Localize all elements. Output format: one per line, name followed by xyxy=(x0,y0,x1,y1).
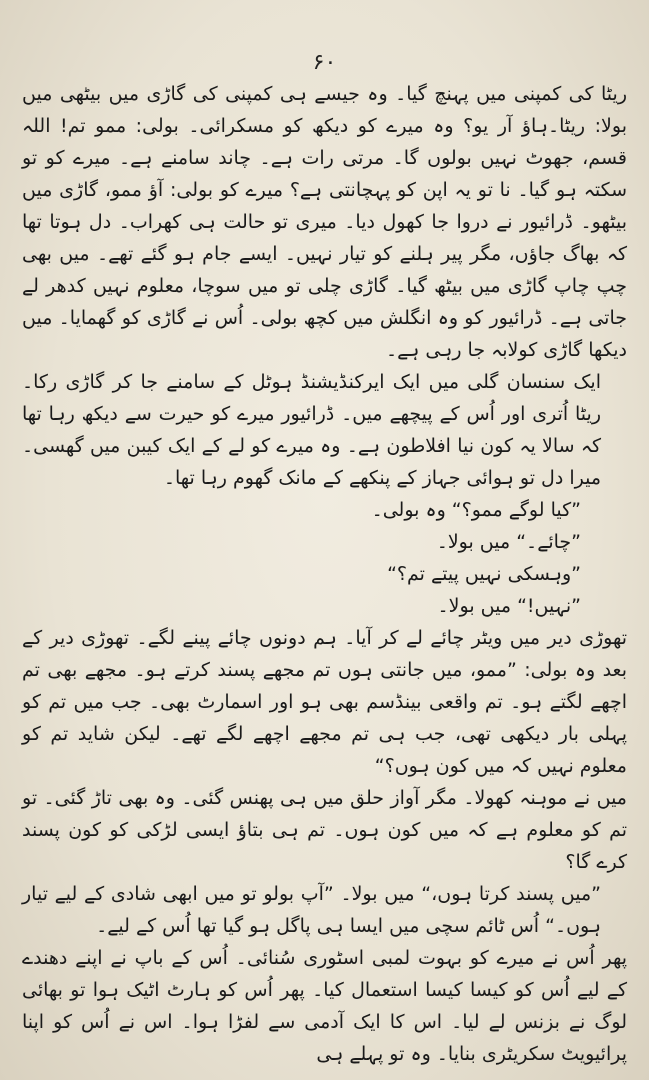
paragraph: میں نے موہنہ کھولا۔ مگر آواز حلق میں ہی پھنس گئی۔ وہ بھی تاڑ گئی۔ تو تم کو معلوم ہے کہ میں کون ہوں۔ تم ہی بتاؤ ایسی لڑکی کو کون پسند کرے گا؟ xyxy=(22,787,627,873)
paragraph: ایک سنسان گلی میں ایک ایرکنڈیشنڈ ہوٹل کے سامنے جا کر گاڑی رکا۔ ریٹا اُتری اور اُس کے پیچھے میں۔ ڈرائیور میرے کو حیرت سے دیکھ رہا تھا کہ سالا یہ کون نیا افلاطون ہے۔ وہ میرے کو لے کے ایک کیبن میں گھسی۔ میرا دل تو ہوائی جہاز کے پنکھے کے مانک گھوم رہا تھا۔ xyxy=(22,371,601,489)
page-number: ۶۰ xyxy=(312,50,337,75)
page-text xyxy=(22,78,627,1070)
paragraph: ”میں پسند کرتا ہوں،“ میں بولا۔ ”آپ بولو تو میں ابھی شادی کے لیے تیار ہوں۔“ اُس ٹائم سچی میں ایسا ہی پاگل ہو گیا تھا اُس کے لیے۔ xyxy=(22,883,601,937)
dialogue-line: ”کیا لوگے ممو؟“ وہ بولی۔ xyxy=(371,499,581,521)
paragraph: تھوڑی دیر میں ویٹر چائے لے کر آیا۔ ہم دونوں چائے پینے لگے۔ تھوڑی دیر کے بعد وہ بولی: ”ممو، میں جانتی ہوں تم مجھے پسند کرتے ہو۔ مجھے بھی تم اچھے لگتے ہو۔ تم واقعی بینڈسم بھی ہو اور اسمارٹ بھی۔ جب میں تم کو پہلی بار دیکھی تھی، جب ہی تم مجھے اچھے لگے تھے۔ لیکن شاید تم کو معلوم نہیں کہ میں کون ہوں؟“ xyxy=(22,627,627,777)
dialogue-line: ”چائے۔“ میں بولا۔ xyxy=(436,531,581,553)
paragraph: ریٹا کی کمپنی میں پہنچ گیا۔ وہ جیسے ہی کمپنی کی گاڑی میں بیٹھی میں بولا: ریٹا۔ہاؤ آر یو؟ وہ میرے کو دیکھ کو مسکرائی۔ بولی: ممو تم! اللہ قسم، جھوٹ نہیں بولوں گا۔ مرتی رات ہے۔ چاند سامنے ہے۔ میرے کو تو سکتہ ہو گیا۔ نا تو یہ اپن کو پہچانتی ہے؟ میرے کو بولی: آؤ ممو، گاڑی میں بیٹھو۔ ڈرائیور نے دروا جا کھول دیا۔ میری تو حالت ہی کھراب۔ دل ہوتا تھا کہ بھاگ جاؤں، مگر پیر ہلنے کو تیار نہیں۔ ایسے جام ہو گئے تھے۔ میں بھی چپ چاپ گاڑی میں بیٹھ گیا۔ گاڑی چلی تو میں سوچا، معلوم نہیں کدھر لے جاتی ہے۔ ڈرائیور کو وہ انگلش میں کچھ بولی۔ اُس نے گاڑی کو گھمایا۔ میں دیکھا گاڑی کولابہ جا رہی ہے۔ xyxy=(22,83,627,361)
dialogue-line: ”نہیں!“ میں بولا۔ xyxy=(437,595,581,617)
dialogue-line: ”وہسکی نہیں پیتے تم؟“ xyxy=(387,563,581,585)
paragraph: پھر اُس نے میرے کو بہوت لمبی اسٹوری سُنائی۔ اُس کے باپ نے اپنے دھندے کے لیے اُس کو کیسا کیسا استعمال کیا۔ پھر اُس کو ہارٹ اٹیک ہوا تو بھائی لوگ نے بزنس لے لیا۔ اس کا ایک آدمی سے لفڑا ہوا۔ اس نے اُس کو اپنا پرائیویٹ سکریٹری بنایا۔ وہ تو پہلے ہی xyxy=(22,947,627,1065)
